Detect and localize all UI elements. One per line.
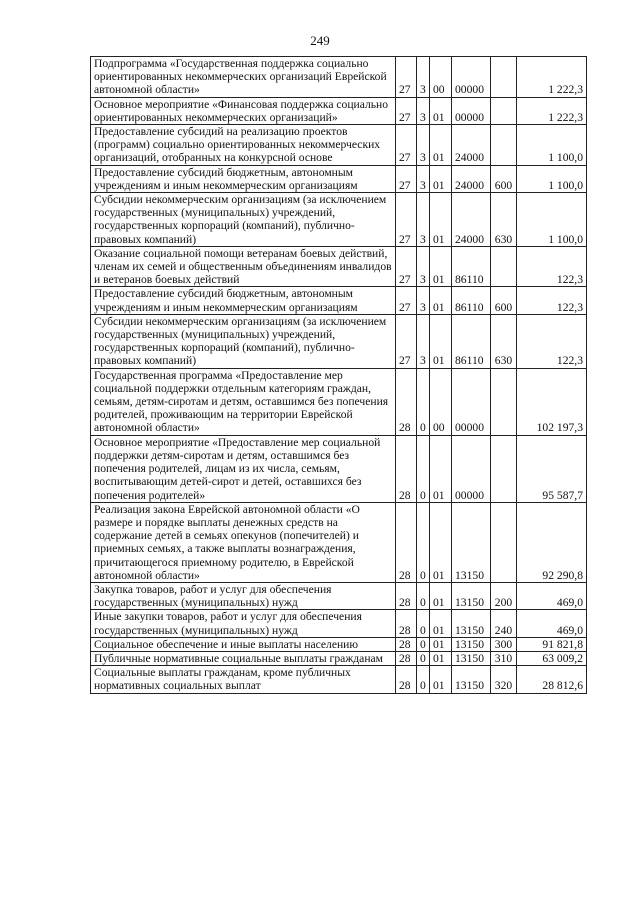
code-subprogram: 0: [417, 502, 430, 582]
code-program: 28: [396, 435, 417, 502]
code-program: 27: [396, 246, 417, 287]
budget-table: [90, 56, 587, 694]
code-event: 01: [430, 651, 452, 665]
code-program: 28: [396, 651, 417, 665]
code-event: 01: [430, 165, 452, 192]
table-row: [91, 651, 587, 665]
code-direction: 00000: [452, 435, 491, 502]
code-subprogram: 3: [417, 165, 430, 192]
code-direction: 00000: [452, 368, 491, 435]
row-name: Государственная программа «Предоставление мер социальной поддержки отдельным категориям граждан, семьям, детям-сиротам и детям, оставшимся без попечения родителей, проживающим на территории Еврейской автономной области»: [91, 368, 396, 435]
expense-type: [491, 125, 517, 166]
amount: 28 812,6: [517, 666, 587, 693]
table-row: [91, 582, 587, 609]
code-subprogram: 0: [417, 582, 430, 609]
code-event: 01: [430, 246, 452, 287]
row-name: Подпрограмма «Государственная поддержка социально ориентированных некоммерческих организаций Еврейской автономной области»: [91, 57, 396, 98]
expense-type: 320: [491, 666, 517, 693]
code-event: 01: [430, 314, 452, 368]
table-row: [91, 368, 587, 435]
code-direction: 86110: [452, 246, 491, 287]
code-program: 27: [396, 314, 417, 368]
amount: 95 587,7: [517, 435, 587, 502]
code-subprogram: 0: [417, 368, 430, 435]
code-program: 28: [396, 637, 417, 651]
expense-type: [491, 57, 517, 98]
amount: 122,3: [517, 246, 587, 287]
code-direction: 86110: [452, 287, 491, 314]
table-row: [91, 165, 587, 192]
amount: 1 100,0: [517, 193, 587, 247]
amount: 469,0: [517, 582, 587, 609]
code-direction: 13150: [452, 666, 491, 693]
amount: 469,0: [517, 610, 587, 637]
table-row: [91, 287, 587, 314]
expense-type: 200: [491, 582, 517, 609]
table-row: [91, 97, 587, 124]
code-event: 01: [430, 666, 452, 693]
code-event: 01: [430, 97, 452, 124]
code-program: 27: [396, 57, 417, 98]
row-name: Основное мероприятие «Предоставление мер социальной поддержки детям-сиротам и детям, оставшимся без попечения родителей, лицам из их числа, семьям, воспитывающим детей-сирот и детей, оставшихся без попечения родителей»: [91, 435, 396, 502]
code-program: 27: [396, 165, 417, 192]
code-direction: 13150: [452, 651, 491, 665]
table-row: [91, 57, 587, 98]
code-program: 28: [396, 610, 417, 637]
code-program: 27: [396, 125, 417, 166]
code-subprogram: 3: [417, 125, 430, 166]
code-subprogram: 3: [417, 97, 430, 124]
code-direction: 00000: [452, 97, 491, 124]
table-row: [91, 502, 587, 582]
code-program: 27: [396, 97, 417, 124]
code-subprogram: 0: [417, 666, 430, 693]
expense-type: [491, 246, 517, 287]
table-row: [91, 435, 587, 502]
code-subprogram: 0: [417, 637, 430, 651]
amount: 122,3: [517, 314, 587, 368]
code-subprogram: 0: [417, 651, 430, 665]
row-name: Предоставление субсидий на реализацию проектов (программ) социально ориентированных некоммерческих организаций, отобранных на конкурсной основе: [91, 125, 396, 166]
code-direction: 13150: [452, 610, 491, 637]
code-program: 28: [396, 582, 417, 609]
row-name: Предоставление субсидий бюджетным, автономным учреждениям и иным некоммерческим организациям: [91, 165, 396, 192]
expense-type: 310: [491, 651, 517, 665]
code-program: 28: [396, 368, 417, 435]
page-number: 249: [310, 33, 330, 48]
code-event: 01: [430, 582, 452, 609]
code-event: 01: [430, 637, 452, 651]
code-event: 01: [430, 125, 452, 166]
code-event: 00: [430, 368, 452, 435]
expense-type: 630: [491, 314, 517, 368]
row-name: Основное мероприятие «Финансовая поддержка социально ориентированных некоммерческих организаций»: [91, 97, 396, 124]
expense-type: [491, 435, 517, 502]
amount: 122,3: [517, 287, 587, 314]
code-program: 28: [396, 666, 417, 693]
code-program: 27: [396, 287, 417, 314]
code-event: 01: [430, 287, 452, 314]
row-name: Публичные нормативные социальные выплаты гражданам: [91, 651, 396, 665]
code-event: 00: [430, 57, 452, 98]
amount: 102 197,3: [517, 368, 587, 435]
expense-type: [491, 502, 517, 582]
code-direction: 13150: [452, 637, 491, 651]
code-program: 27: [396, 193, 417, 247]
code-event: 01: [430, 435, 452, 502]
table-row: [91, 637, 587, 651]
row-name: Субсидии некоммерческим организациям (за исключением государственных (муниципальных) учреждений, государственных корпораций (компаний), публично-правовых компаний): [91, 193, 396, 247]
amount: 1 100,0: [517, 125, 587, 166]
amount: 1 100,0: [517, 165, 587, 192]
code-subprogram: 3: [417, 57, 430, 98]
amount: 1 222,3: [517, 57, 587, 98]
code-event: 01: [430, 193, 452, 247]
table-row: [91, 246, 587, 287]
row-name: Социальное обеспечение и иные выплаты населению: [91, 637, 396, 651]
code-direction: 00000: [452, 57, 491, 98]
expense-type: 240: [491, 610, 517, 637]
code-direction: 24000: [452, 193, 491, 247]
expense-type: 600: [491, 287, 517, 314]
code-program: 28: [396, 502, 417, 582]
row-name: Иные закупки товаров, работ и услуг для обеспечения государственных (муниципальных) нужд: [91, 610, 396, 637]
code-direction: 86110: [452, 314, 491, 368]
expense-type: 630: [491, 193, 517, 247]
row-name: Оказание социальной помощи ветеранам боевых действий, членам их семей и общественным объединениям инвалидов и ветеранов боевых действий: [91, 246, 396, 287]
expense-type: 600: [491, 165, 517, 192]
amount: 92 290,8: [517, 502, 587, 582]
amount: 63 009,2: [517, 651, 587, 665]
row-name: Закупка товаров, работ и услуг для обеспечения государственных (муниципальных) нужд: [91, 582, 396, 609]
table-row: [91, 610, 587, 637]
code-event: 01: [430, 502, 452, 582]
code-subprogram: 0: [417, 610, 430, 637]
code-subprogram: 3: [417, 287, 430, 314]
expense-type: [491, 97, 517, 124]
code-direction: 24000: [452, 165, 491, 192]
row-name: Субсидии некоммерческим организациям (за исключением государственных (муниципальных) учреждений, государственных корпораций (компаний), публично-правовых компаний): [91, 314, 396, 368]
code-subprogram: 3: [417, 246, 430, 287]
code-direction: 24000: [452, 125, 491, 166]
expense-type: 300: [491, 637, 517, 651]
code-direction: 13150: [452, 502, 491, 582]
table-row: [91, 314, 587, 368]
row-name: Реализация закона Еврейской автономной области «О размере и порядке выплаты денежных средств на содержание детей в семьях опекунов (попечителей) и приемных семьях, а также выплаты вознаграждения, причитающегося приемному родителю, в Еврейской автономной области»: [91, 502, 396, 582]
table-row: [91, 666, 587, 693]
code-subprogram: 3: [417, 193, 430, 247]
code-subprogram: 0: [417, 435, 430, 502]
amount: 91 821,8: [517, 637, 587, 651]
code-subprogram: 3: [417, 314, 430, 368]
row-name: Социальные выплаты гражданам, кроме публичных нормативных социальных выплат: [91, 666, 396, 693]
code-direction: 13150: [452, 582, 491, 609]
table-row: [91, 193, 587, 247]
row-name: Предоставление субсидий бюджетным, автономным учреждениям и иным некоммерческим организациям: [91, 287, 396, 314]
expense-type: [491, 368, 517, 435]
amount: 1 222,3: [517, 97, 587, 124]
table-row: [91, 125, 587, 166]
code-event: 01: [430, 610, 452, 637]
